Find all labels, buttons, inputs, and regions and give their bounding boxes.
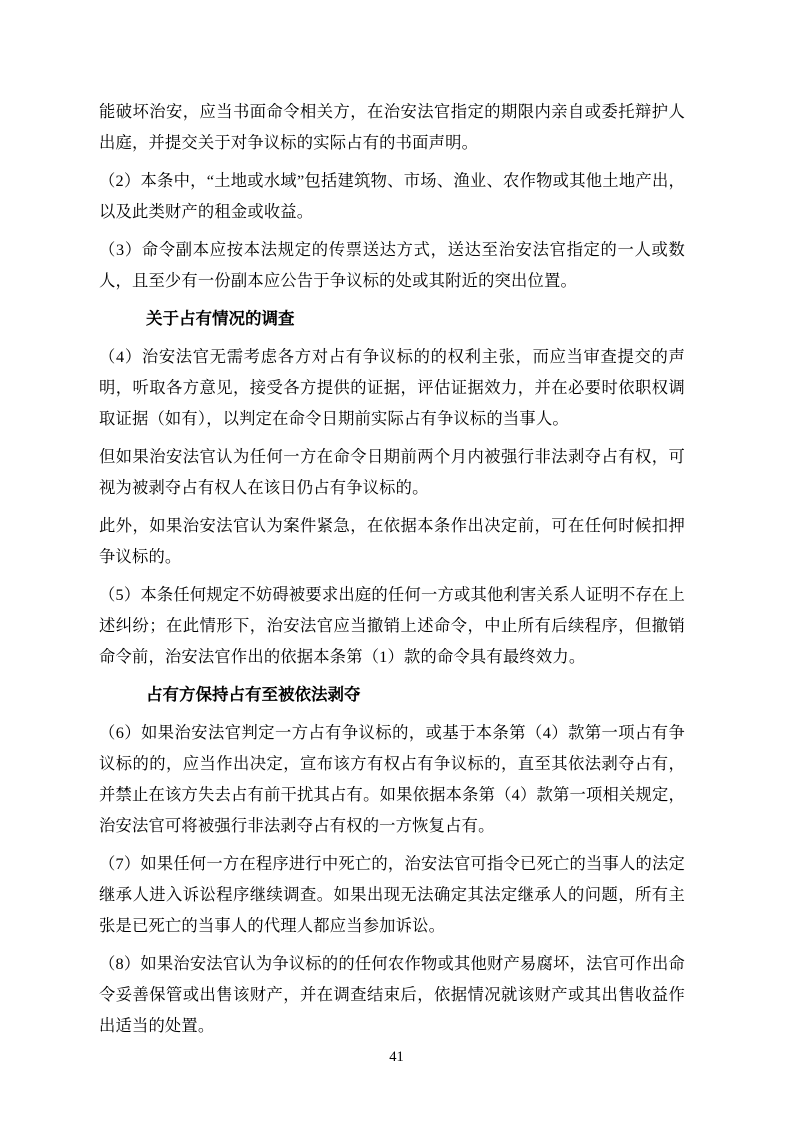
paragraph-clause-5: （5）本条任何规定不妨碍被要求出庭的任何一方或其他利害关系人证明不存在上述纠纷；在此情形下，治安法官应当撤销上述命令，中止所有后续程序，但撤销命令前，治安法官作出的依据本条第（1）款的命令具有最终效力。 <box>99 585 685 666</box>
paragraph-clause-6: （6）如果治安法官判定一方占有争议标的，或基于本条第（4）款第一项占有争议标的的，应当作出决定，宣布该方有权占有争议标的，直至其依法剥夺占有，并禁止在该方失去占有前干扰其占有。如果依据本条第（4）款第一项相关规定，治安法官可将被强行非法剥夺占有权的一方恢复占有。 <box>99 723 685 835</box>
section-heading-retain-possession: 占有方保持占有至被依法剥夺 <box>146 685 361 704</box>
paragraph-clause-4-attachment: 此外，如果治安法官认为案件紧急，在依据本条作出决定前，可在任何时候扣押争议标的。 <box>99 516 685 566</box>
paragraph-clause-7: （7）如果任何一方在程序进行中死亡的，治安法官可指令已死亡的当事人的法定继承人进入诉讼程序继续调查。如果出现无法确定其法定继承人的问题，所有主张是已死亡的当事人的代理人都应当参加诉讼。 <box>99 854 685 935</box>
paragraph-continuation: 能破坏治安，应当书面命令相关方，在治安法官指定的期限内亲自或委托辩护人出庭，并提交关于对争议标的实际占有的书面声明。 <box>99 102 685 152</box>
section-heading-possession-investigation: 关于占有情况的调查 <box>146 309 295 328</box>
paragraph-clause-4: （4）治安法官无需考虑各方对占有争议标的的权利主张，而应当审查提交的声明，听取各方意见，接受各方提供的证据，评估证据效力，并在必要时依职权调取证据（如有），以判定在命令日期前实际占有争议标的当事人。 <box>99 347 685 428</box>
paragraph-clause-8: （8）如果治安法官认为争议标的的任何农作物或其他财产易腐坏，法官可作出命令妥善保管或出售该财产，并在调查结束后，依据情况就该财产或其出售收益作出适当的处置。 <box>99 954 685 1035</box>
page-content <box>99 96 685 1048</box>
paragraph-clause-3: （3）命令副本应按本法规定的传票送达方式，送达至治安法官指定的一人或数人，且至少有一份副本应公告于争议标的处或其附近的突出位置。 <box>99 240 685 290</box>
paragraph-clause-4-proviso: 但如果治安法官认为任何一方在命令日期前两个月内被强行非法剥夺占有权，可视为被剥夺占有权人在该日仍占有争议标的。 <box>99 447 685 497</box>
paragraph-clause-2: （2）本条中，“土地或水域”包括建筑物、市场、渔业、农作物或其他土地产出，以及此类财产的租金或收益。 <box>99 171 685 221</box>
page-number: 41 <box>389 1049 404 1065</box>
